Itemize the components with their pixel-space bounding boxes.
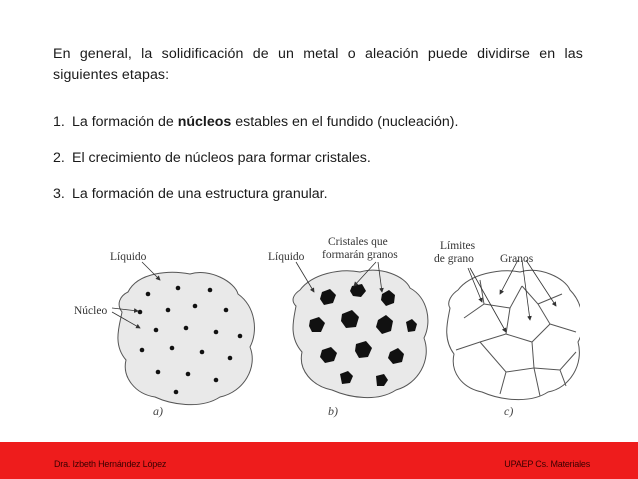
label-crystals-1: Cristales que [328,236,388,248]
intro-paragraph: En general, la solidificación de un metal o aleación puede dividirse en las siguientes etapas: [53,46,583,83]
caption-c: c) [504,404,514,418]
step-1-text-after: estables en el fundido (nucleación). [231,114,459,130]
footer-bar [0,442,638,479]
step-1-bold-term: núcleos [177,114,232,130]
caption-a: a) [153,404,163,418]
label-liquid-b: Líquido [268,251,305,263]
grain-region [447,270,580,399]
step-1-text-before: La formación de [72,114,178,130]
label-limits-2: de grano [434,253,474,265]
footer-author: Dra. Izbeth Hernández López [54,459,167,469]
panel-b [268,236,428,418]
step-2-number: 2. [53,150,65,166]
step-1-number: 1. [53,114,65,130]
label-grains: Granos [500,253,534,265]
step-1 [53,112,613,132]
panel-c [434,240,580,418]
liquid-blob-a [118,272,255,404]
panel-a [74,251,254,418]
solidification-diagram [60,232,580,422]
step-2 [53,148,613,168]
label-liquid-a: Líquido [110,251,147,263]
step-3-text: La formación de una estructura granular. [72,186,328,202]
label-limits-1: Límites [440,240,476,252]
label-crystals-2: formarán granos [322,249,398,261]
step-3-number: 3. [53,186,65,202]
step-2-text: El crecimiento de núcleos para formar cristales. [72,150,371,166]
footer-course: UPAEP Cs. Materiales [504,459,590,469]
label-nucleus: Núcleo [74,305,108,317]
caption-b: b) [328,404,338,418]
solidification-figure [60,232,580,422]
step-3 [53,184,613,204]
